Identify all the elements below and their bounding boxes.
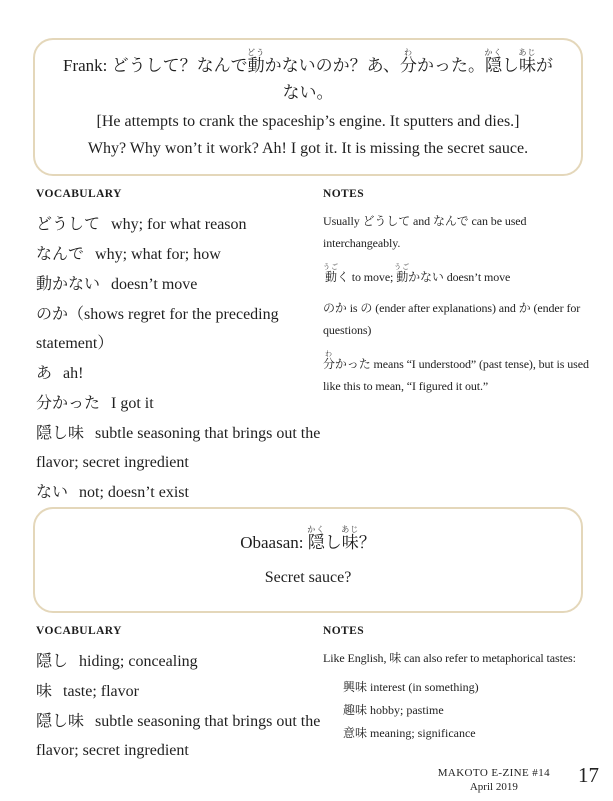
vocab-definition: subtle seasoning that brings out the flavor; secret ingredient	[36, 425, 321, 471]
notes-header: NOTES	[323, 625, 364, 637]
notes-column-1	[323, 188, 589, 508]
note-paragraph: 動うごく to move; 動うごかない doesn’t move	[323, 263, 511, 284]
vocab-notes-section-1	[36, 188, 589, 508]
zine-title: MAKOTO E-ZINE #14	[437, 767, 550, 779]
vocab-definition: （shows regret for the preceding statement）	[36, 306, 279, 352]
note-list-item: 興味 interest (in something)	[343, 680, 479, 694]
vocab-term: なんで	[36, 246, 85, 263]
note-list-item: 意味 meaning; significance	[343, 726, 476, 740]
vocab-term: 分かった	[36, 395, 101, 412]
vocab-entry	[36, 647, 323, 676]
vocab-entry	[36, 359, 323, 388]
dialogue-translation-frank: Why? Why won’t it work? Ah! I got it. It is missing the secret sauce.	[87, 140, 529, 157]
stage-direction: [He attempts to crank the spaceship’s engine. It sputters and dies.]	[96, 113, 520, 130]
vocab-entry	[36, 389, 323, 418]
vocab-entry	[36, 270, 323, 299]
vocab-term: ない	[36, 484, 69, 501]
vocab-entry	[36, 240, 323, 269]
vocab-notes-section-2	[36, 625, 589, 766]
vocab-entry	[36, 210, 323, 239]
vocab-term: 隠し	[36, 653, 69, 670]
vocab-term: 味	[36, 683, 53, 700]
vocab-definition: not; doesn’t exist	[79, 484, 189, 501]
dialogue-box-obaasan	[33, 507, 583, 613]
notes-header: NOTES	[323, 188, 364, 200]
vocab-term: どうして	[36, 216, 101, 233]
vocab-entry	[36, 478, 323, 507]
note-paragraph: Usually どうして and なんで can be used interchangeably.	[323, 214, 527, 250]
dialogue-box-frank	[33, 38, 583, 176]
notes-intro: Like English, 味 can also refer to metaphorical tastes:	[323, 651, 576, 665]
notes-column-2	[323, 625, 589, 766]
vocab-definition: doesn’t move	[111, 276, 198, 293]
dialogue-translation-obaasan: Secret sauce?	[264, 569, 352, 586]
publication-info	[438, 763, 550, 793]
footer	[438, 763, 599, 793]
vocab-term: のか	[36, 306, 69, 323]
vocab-term: 隠し味	[36, 713, 85, 730]
vocab-definition: I got it	[111, 395, 154, 412]
vocabulary-column-1	[36, 188, 323, 508]
note-paragraph: のか is の (ender after explanations) and か (ender for questions)	[323, 301, 581, 337]
note-list-item: 趣味 hobby; pastime	[343, 703, 444, 717]
note-paragraph: 分わかった means “I understood” (past tense), but is used like this to mean, “I figured it out.”	[323, 350, 589, 393]
vocabulary-header: VOCABULARY	[36, 188, 122, 200]
vocabulary-header: VOCABULARY	[36, 625, 122, 637]
vocab-term: 動かない	[36, 276, 101, 293]
vocabulary-column-2	[36, 625, 323, 766]
vocab-entry	[36, 419, 323, 477]
vocab-definition: why; what for; how	[95, 246, 221, 263]
issue-date: April 2019	[469, 781, 518, 793]
vocab-entry	[36, 300, 323, 358]
page-number: 17	[578, 763, 599, 787]
vocab-term: あ	[36, 365, 53, 382]
vocab-entry	[36, 707, 323, 765]
vocab-term: 隠し味	[36, 425, 85, 442]
vocab-definition: subtle seasoning that brings out the flavor; secret ingredient	[36, 713, 321, 759]
vocab-definition: hiding; concealing	[79, 653, 198, 670]
vocab-entry	[36, 677, 323, 706]
dialogue-jp-line-frank: Frank: どうして？なんで動どうかないのか？あ、分わかった。隠かくし味あじが ない。	[63, 48, 553, 102]
vocab-definition: ah!	[63, 365, 84, 382]
vocab-definition: taste; flavor	[63, 683, 139, 700]
vocab-definition: why; for what reason	[111, 216, 247, 233]
dialogue-jp-line-obaasan: Obaasan: 隠かくし味あじ？	[240, 525, 376, 552]
